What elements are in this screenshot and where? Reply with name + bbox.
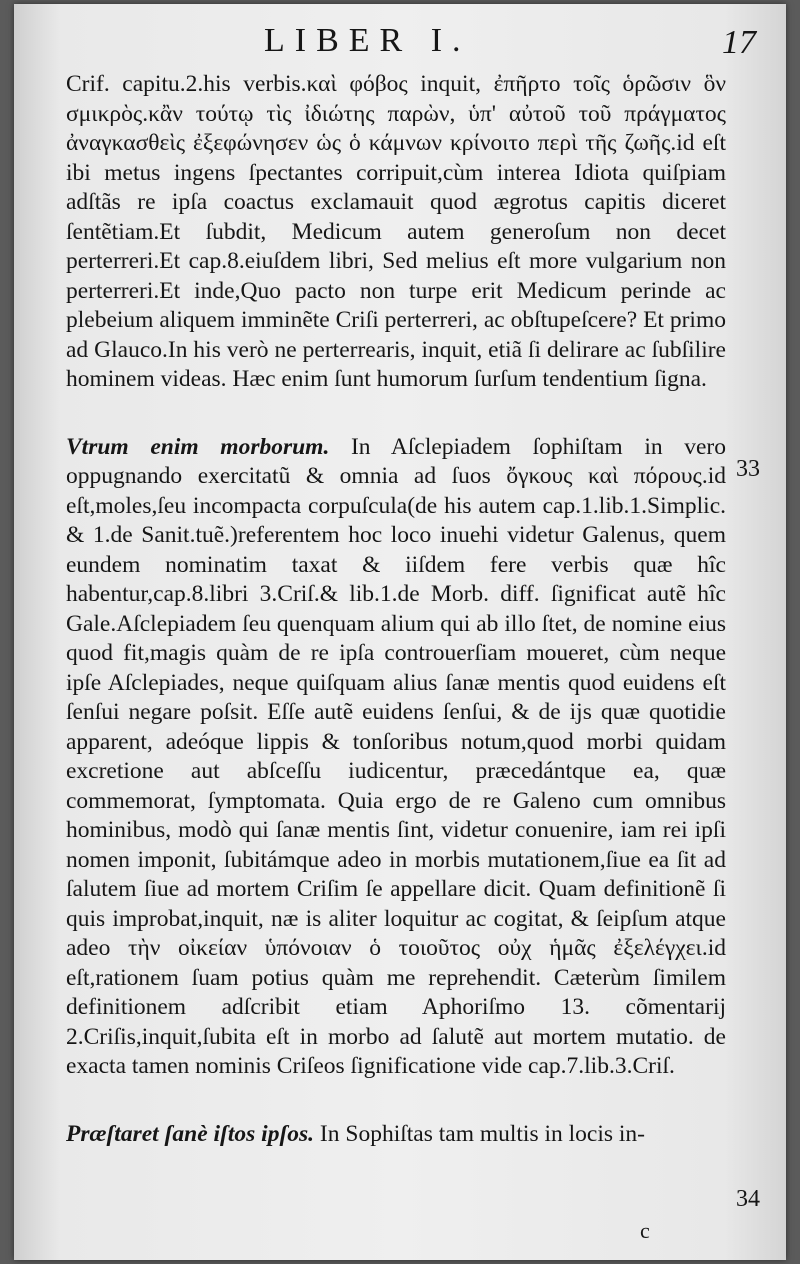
book-page [14, 4, 786, 1260]
lemma-heading: Præſtaret ſanè iſtos ipſos. [66, 1120, 315, 1147]
paragraph [66, 433, 726, 1082]
margin-number: 33 [736, 456, 760, 482]
paragraph [66, 70, 726, 395]
page-number: 17 [722, 24, 756, 61]
paragraph-text: In Sophiſtas tam multis in locis in- [319, 1120, 645, 1147]
paragraph-text: In Aſclepiadem ſophiſtam in vero oppugnando exercitatũ & omnia ad ſuos ὄγκους καὶ πόρους.id eſt,moles,ſeu incompacta corpuſcula(de his autem cap.1.lib.1.Simplic. & 1.de Sanit.tuẽ.)referentem hoc loco inuehi videtur Galenus, quem eundem nominatim taxat & iiſdem fere verbis quæ hîc habentur,cap.8.libri 3.Criſ.& lib.1.de Morb. diff. ſignificat autẽ hîc Gale.Aſclepiadem ſeu quenquam alium qui ab illo ſtet, de nomine eius quod fit,magis quàm de re ipſa controuerſiam moueret, cùm neque ipſe Aſclepiades, neque quiſquam alius ſanæ mentis quod euidens eſt ſenſui negare poſsit. Eſſe autẽ euidens ſenſui, & de ijs quæ quotidie apparent, adeóque lippis & tonſoribus notum,quod morbi quidam excretione aut abſceſſu iudicentur, præcedántque ea, quæ commemorat, ſymptomata. Quia ergo de re Galeno cum omnibus hominibus, modò qui ſanæ mentis ſint, videtur conuenire, iam rei ipſi nomen imponit, ſubitámque adeo in morbis mutationem,ſiue ea ſit ad ſalutem ſiue ad mortem Criſim ſe appellare dicit. Quam definitionẽ ſi quis improbat,inquit, næ is aliter loquitur ac cogitat, & ſeipſum atque adeo τὴν οἰκείαν ὑπόνοιαν ὁ τοιοῦτος οὐχ ἡμᾶς ἐξελέγχει.id eſt,rationem ſuam potius quàm me reprehendit. Cæterùm ſimilem definitionem adſcribit etiam Aphoriſmo 13. cõmentarij 2.Criſis,inquit,ſubita eſt in morbo ad ſalutẽ aut mortem mutatio. de exacta tamen nominis Criſeos ſignificatione vide cap.7.lib.3.Criſ. [66, 433, 726, 1079]
margin-number: 34 [736, 1186, 760, 1212]
lemma-heading: Vtrum enim morborum. [66, 433, 330, 460]
commentary-text [66, 70, 726, 1149]
running-head: LIBER I. [264, 22, 471, 59]
signature-mark: c [640, 1218, 650, 1243]
paragraph [66, 1120, 726, 1150]
paragraph-text: Crif. capitu.2.his verbis.καὶ φόβος inquit, ἐπῆρτο τοῖς ὁρῶσιν ὃν σμικρὸς.κἂν τούτῳ τὶς ἰδιώτης παρὼν, ὑπ' αὐτοῦ τοῦ πράγματος ἀναγκασθεὶς ἐξεφώνησεν ὡς ὁ κάμνων κρίνοιτο περὶ τῆς ζωῆς.id eſt ibi metus ingens ſpectantes corripuit,cùm interea Idiota quiſpiam adſtãs re ipſa coactus exclamauit quod ægrotus capitis diceret ſentẽtiam.Et ſubdit, Medicum autem generoſum non decet perterreri.Et cap.8.eiuſdem libri, Sed melius eſt more vulgarium non perterreri.Et inde,Quo pacto non turpe erit Medicum perinde ac plebeium aliquem imminẽte Criſi perterreri, ac obſtupeſcere? Et primo ad Glauco.In his verò ne perterrearis, inquit, etiã ſi delirare ac ſubſilire hominem videas. Hæc enim ſunt humorum ſurſum tendentium ſigna. [66, 71, 726, 392]
